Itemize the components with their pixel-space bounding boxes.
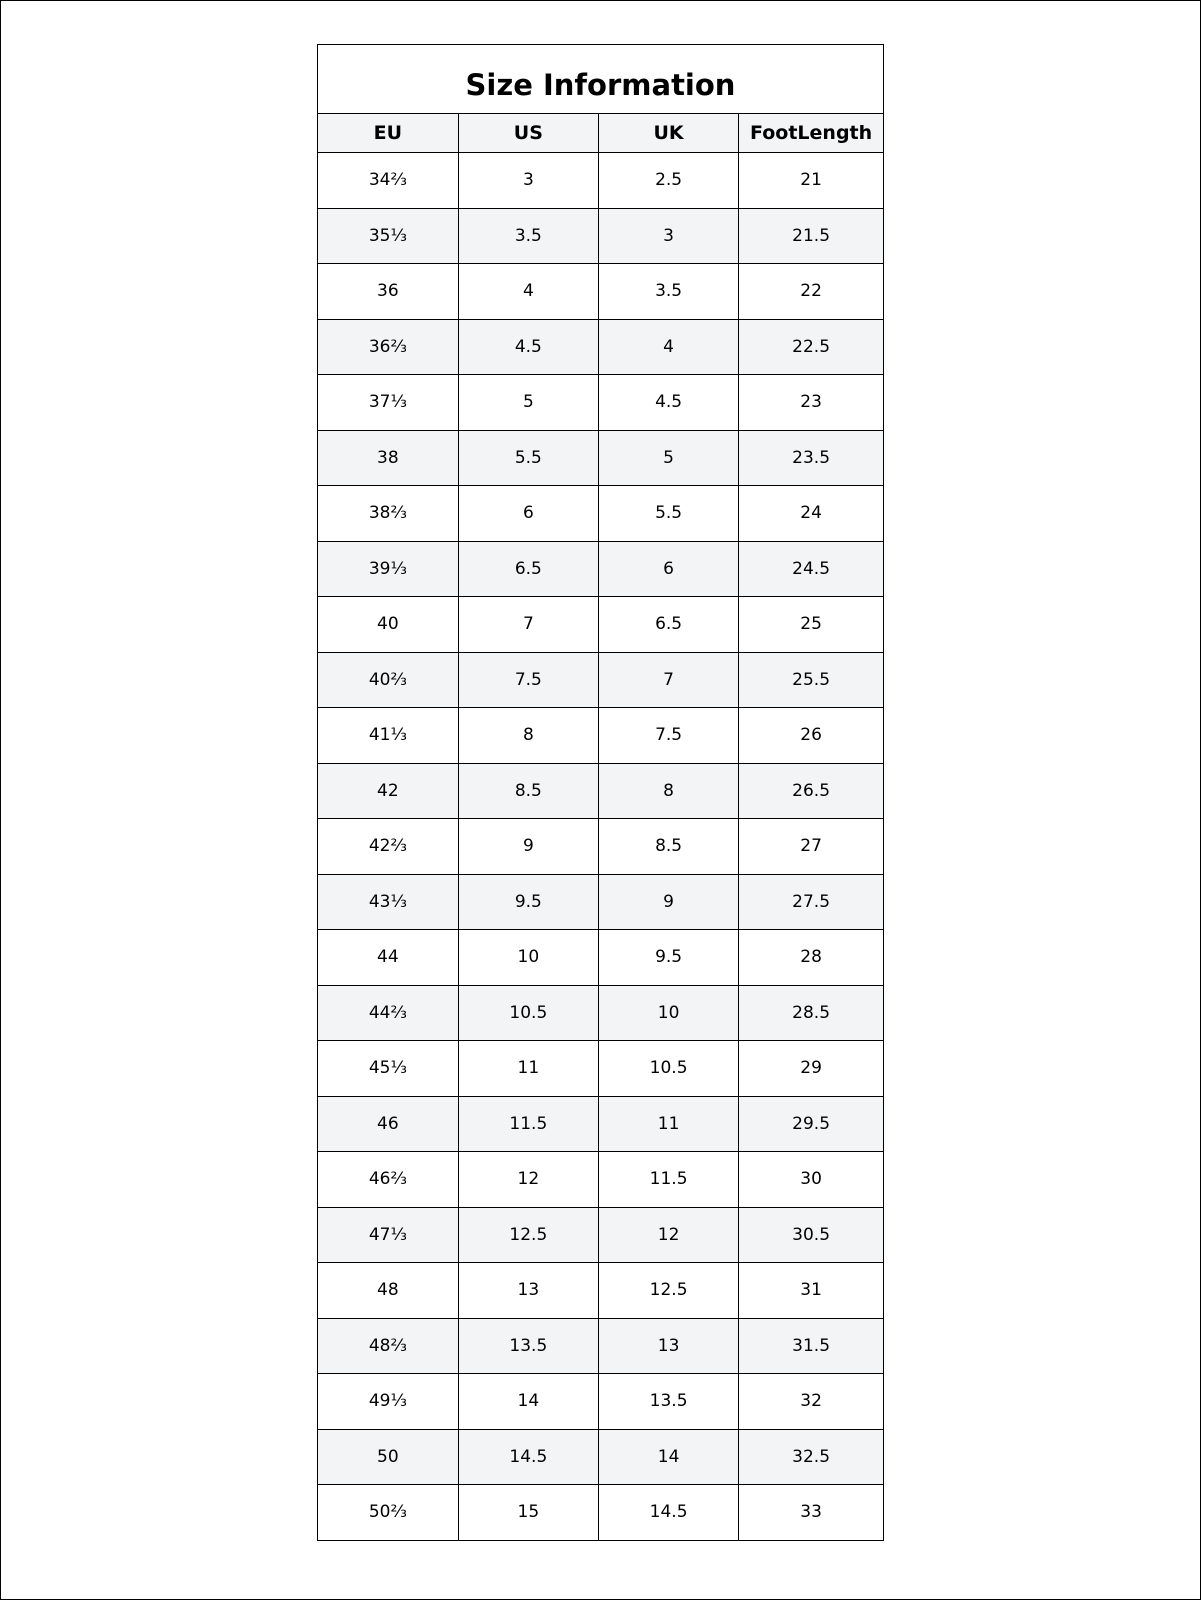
table-row (318, 1152, 883, 1208)
cell-footlength: 25 (739, 597, 883, 653)
cell-eu: 38⅔ (318, 486, 458, 542)
table-row (318, 597, 883, 653)
cell-us: 10.5 (458, 985, 598, 1041)
cell-footlength: 24 (739, 486, 883, 542)
table-row (318, 763, 883, 819)
table-row (318, 985, 883, 1041)
cell-eu: 49⅓ (318, 1374, 458, 1430)
cell-footlength: 28.5 (739, 985, 883, 1041)
table-row (318, 319, 883, 375)
cell-uk: 10 (598, 985, 738, 1041)
cell-eu: 44⅔ (318, 985, 458, 1041)
cell-eu: 36⅔ (318, 319, 458, 375)
cell-eu: 45⅓ (318, 1041, 458, 1097)
cell-footlength: 26 (739, 708, 883, 764)
table-row (318, 208, 883, 264)
cell-uk: 14 (598, 1429, 738, 1485)
cell-footlength: 33 (739, 1485, 883, 1540)
cell-us: 15 (458, 1485, 598, 1540)
cell-uk: 6.5 (598, 597, 738, 653)
cell-eu: 40 (318, 597, 458, 653)
cell-eu: 50 (318, 1429, 458, 1485)
cell-footlength: 30.5 (739, 1207, 883, 1263)
cell-uk: 3.5 (598, 264, 738, 320)
column-header-us: US (458, 114, 598, 153)
cell-us: 13.5 (458, 1318, 598, 1374)
cell-us: 6.5 (458, 541, 598, 597)
table-row (318, 1374, 883, 1430)
cell-footlength: 25.5 (739, 652, 883, 708)
cell-footlength: 28 (739, 930, 883, 986)
cell-footlength: 23.5 (739, 430, 883, 486)
cell-footlength: 29 (739, 1041, 883, 1097)
cell-footlength: 31 (739, 1263, 883, 1319)
cell-eu: 39⅓ (318, 541, 458, 597)
cell-us: 11 (458, 1041, 598, 1097)
cell-us: 7.5 (458, 652, 598, 708)
table-row (318, 708, 883, 764)
table-row (318, 1263, 883, 1319)
cell-us: 12.5 (458, 1207, 598, 1263)
table-row (318, 930, 883, 986)
table-row (318, 819, 883, 875)
cell-eu: 38 (318, 430, 458, 486)
cell-footlength: 24.5 (739, 541, 883, 597)
cell-eu: 40⅔ (318, 652, 458, 708)
cell-footlength: 32.5 (739, 1429, 883, 1485)
column-header-eu: EU (318, 114, 458, 153)
cell-footlength: 29.5 (739, 1096, 883, 1152)
cell-us: 13 (458, 1263, 598, 1319)
cell-us: 14 (458, 1374, 598, 1430)
table-row (318, 1207, 883, 1263)
cell-footlength: 27.5 (739, 874, 883, 930)
cell-us: 11.5 (458, 1096, 598, 1152)
cell-us: 7 (458, 597, 598, 653)
cell-us: 5.5 (458, 430, 598, 486)
cell-uk: 9 (598, 874, 738, 930)
cell-uk: 5.5 (598, 486, 738, 542)
size-table (318, 114, 883, 1540)
cell-us: 12 (458, 1152, 598, 1208)
cell-eu: 47⅓ (318, 1207, 458, 1263)
table-row (318, 1318, 883, 1374)
cell-eu: 41⅓ (318, 708, 458, 764)
table-row (318, 430, 883, 486)
table-row (318, 1096, 883, 1152)
cell-us: 3.5 (458, 208, 598, 264)
table-row (318, 652, 883, 708)
table-row (318, 1485, 883, 1540)
column-header-footlength: FootLength (739, 114, 883, 153)
cell-uk: 5 (598, 430, 738, 486)
cell-footlength: 31.5 (739, 1318, 883, 1374)
table-row (318, 264, 883, 320)
size-chart (317, 44, 884, 1541)
cell-eu: 46 (318, 1096, 458, 1152)
cell-footlength: 27 (739, 819, 883, 875)
cell-uk: 7.5 (598, 708, 738, 764)
cell-uk: 12.5 (598, 1263, 738, 1319)
cell-eu: 35⅓ (318, 208, 458, 264)
cell-eu: 44 (318, 930, 458, 986)
cell-us: 8.5 (458, 763, 598, 819)
cell-uk: 4.5 (598, 375, 738, 431)
cell-eu: 43⅓ (318, 874, 458, 930)
cell-footlength: 21.5 (739, 208, 883, 264)
cell-footlength: 22 (739, 264, 883, 320)
cell-us: 8 (458, 708, 598, 764)
cell-us: 3 (458, 153, 598, 209)
table-row (318, 541, 883, 597)
cell-footlength: 22.5 (739, 319, 883, 375)
cell-eu: 34⅔ (318, 153, 458, 209)
table-row (318, 1041, 883, 1097)
cell-us: 10 (458, 930, 598, 986)
cell-footlength: 21 (739, 153, 883, 209)
cell-us: 4.5 (458, 319, 598, 375)
cell-uk: 13 (598, 1318, 738, 1374)
cell-us: 4 (458, 264, 598, 320)
cell-eu: 46⅔ (318, 1152, 458, 1208)
cell-eu: 42 (318, 763, 458, 819)
cell-eu: 36 (318, 264, 458, 320)
cell-uk: 7 (598, 652, 738, 708)
cell-uk: 8 (598, 763, 738, 819)
cell-uk: 11.5 (598, 1152, 738, 1208)
cell-us: 14.5 (458, 1429, 598, 1485)
cell-uk: 13.5 (598, 1374, 738, 1430)
cell-footlength: 23 (739, 375, 883, 431)
cell-us: 9 (458, 819, 598, 875)
cell-footlength: 30 (739, 1152, 883, 1208)
cell-uk: 14.5 (598, 1485, 738, 1540)
table-row (318, 153, 883, 209)
cell-uk: 4 (598, 319, 738, 375)
header-row (318, 114, 883, 153)
table-row (318, 375, 883, 431)
table-row (318, 874, 883, 930)
cell-footlength: 32 (739, 1374, 883, 1430)
cell-eu: 37⅓ (318, 375, 458, 431)
cell-uk: 2.5 (598, 153, 738, 209)
column-header-uk: UK (598, 114, 738, 153)
cell-us: 9.5 (458, 874, 598, 930)
cell-uk: 12 (598, 1207, 738, 1263)
cell-us: 6 (458, 486, 598, 542)
cell-eu: 50⅔ (318, 1485, 458, 1540)
chart-title: Size Information (318, 45, 883, 114)
cell-uk: 9.5 (598, 930, 738, 986)
cell-footlength: 26.5 (739, 763, 883, 819)
cell-uk: 8.5 (598, 819, 738, 875)
cell-uk: 11 (598, 1096, 738, 1152)
cell-uk: 3 (598, 208, 738, 264)
cell-eu: 42⅔ (318, 819, 458, 875)
cell-eu: 48 (318, 1263, 458, 1319)
table-row (318, 486, 883, 542)
table-row (318, 1429, 883, 1485)
cell-uk: 10.5 (598, 1041, 738, 1097)
cell-us: 5 (458, 375, 598, 431)
cell-uk: 6 (598, 541, 738, 597)
cell-eu: 48⅔ (318, 1318, 458, 1374)
